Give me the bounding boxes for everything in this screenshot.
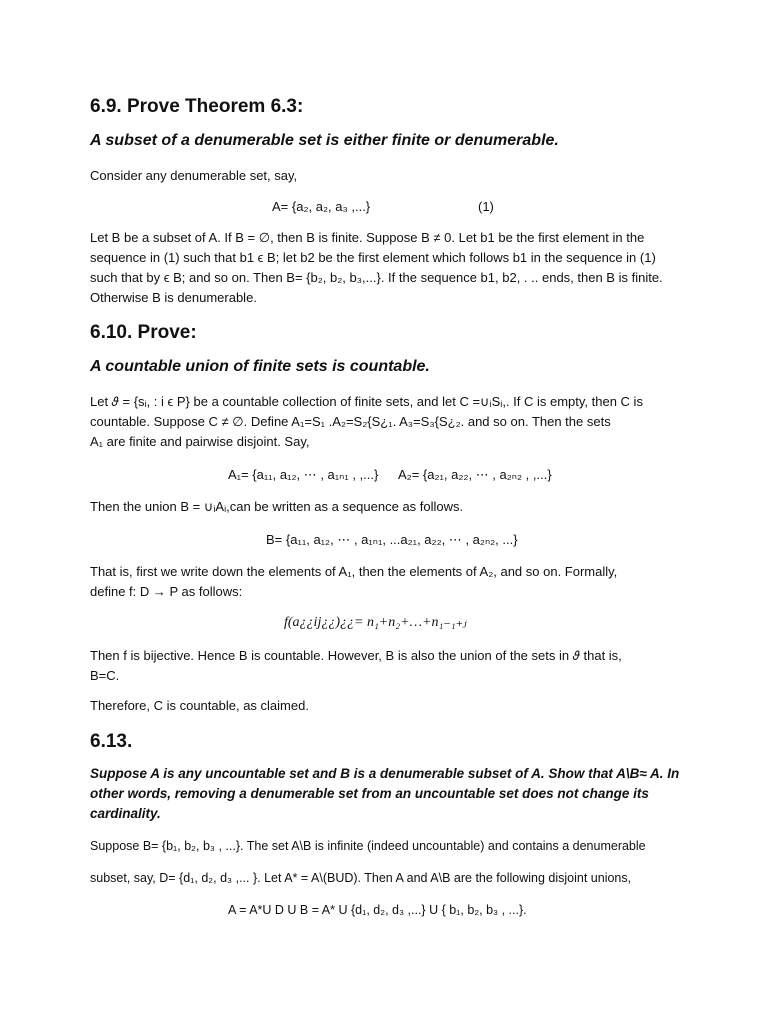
equation-function-f: f(a¿¿ij¿¿)¿¿= n₁+n₂+…+n₁₋₁₊ⱼ xyxy=(284,615,467,630)
disjoint-union-equation: A = A*U D U B = A* U {d₁, d₂, d₃ ,...} U { b₁, b₂, b₃ , ...}. xyxy=(228,903,527,917)
bijective-line1: Then f is bijective. Hence B is countable. However, B is also the union of the sets in 𝜗 that is, xyxy=(90,648,622,663)
section-6-13-statement-line3: cardinality. xyxy=(90,806,161,821)
section-6-9-body: Let B be a subset of A. If B = ∅, then B is finite. Suppose B ≠ 0. Let b1 be the first element in the sequence in (1) such that b1 ϵ B; let b2 be the first element which follows b1 in the sequence in (1) such that by ϵ B; and so on. Then B= {b₂, b₂, b₃,...}. If the sequence b1, b2, . .. ends, then B is finite. Otherwise B is denumerable. xyxy=(90,230,663,305)
section-6-10-para2-line1: That is, first we write down the elements of A₁, then the elements of A₂, and so on. Formally, xyxy=(90,564,618,579)
section-6-10-para1-line1: Let 𝜗 = {sᵢ, : i ϵ P} be a countable collection of finite sets, and let C =∪ᵢSᵢ,. If C is empty, then C is xyxy=(90,394,643,409)
section-6-13-body-line2: subset, say, D= {d₁, d₂, d₃ ,... }. Let A* = A\(BUD). Then A and A\B are the following disjoint unions, xyxy=(90,871,632,885)
section-6-10-conclusion: Therefore, C is countable, as claimed. xyxy=(90,698,309,713)
union-sentence: Then the union B = ∪ᵢAᵢ,can be written as a sequence as follows. xyxy=(90,499,464,514)
equation-a1: A₁= {a₁₁, a₁₂, ⋯ , a₁ₙ₁ , ,...} xyxy=(228,467,379,482)
section-6-10-heading: 6.10. Prove: xyxy=(90,322,197,343)
section-6-13-body-line1: Suppose B= {b₁, b₂, b₃ , ...}. The set A\B is infinite (indeed uncountable) and contains a denumerable xyxy=(90,839,646,853)
section-6-10-statement: A countable union of finite sets is countable. xyxy=(90,358,430,375)
equation-b-sequence: B= {a₁₁, a₁₂, ⋯ , a₁ₙ₁, ...a₂₁, a₂₂, ⋯ , a₂ₙ₂, ...} xyxy=(266,532,518,547)
section-6-9-statement: A subset of a denumerable set is either finite or denumerable. xyxy=(90,132,559,149)
section-6-13-statement-line2: other words, removing a denumerable set from an uncountable set does not change its xyxy=(90,786,649,801)
section-6-13-statement-line1: Suppose A is any uncountable set and B is a denumerable subset of A. Show that A\B≈ A. In xyxy=(90,766,680,781)
equation-set-a: A= {a₂, a₂, a₃ ,...} xyxy=(272,199,371,214)
section-6-10-para1-line3: A₁ are finite and pairwise disjoint. Say, xyxy=(90,434,310,449)
section-6-13-heading: 6.13. xyxy=(90,731,133,752)
section-6-9-heading: 6.9. Prove Theorem 6.3: xyxy=(90,96,304,117)
section-6-9-intro: Consider any denumerable set, say, xyxy=(90,168,298,183)
equation-a2: A₂= {a₂₁, a₂₂, ⋯ , a₂ₙ₂ , ,...} xyxy=(398,467,552,482)
bijective-line2: B=C. xyxy=(90,668,120,683)
equation-number: (1) xyxy=(478,199,494,214)
section-6-10-para1-line2: countable. Suppose C ≠ ∅. Define A₁=S₁ .A₂=S₂{S¿₁. A₃=S₃{S¿₂. and so on. Then the sets xyxy=(90,414,611,429)
section-6-10-para2-line2: define f: D → P as follows: xyxy=(90,584,243,599)
